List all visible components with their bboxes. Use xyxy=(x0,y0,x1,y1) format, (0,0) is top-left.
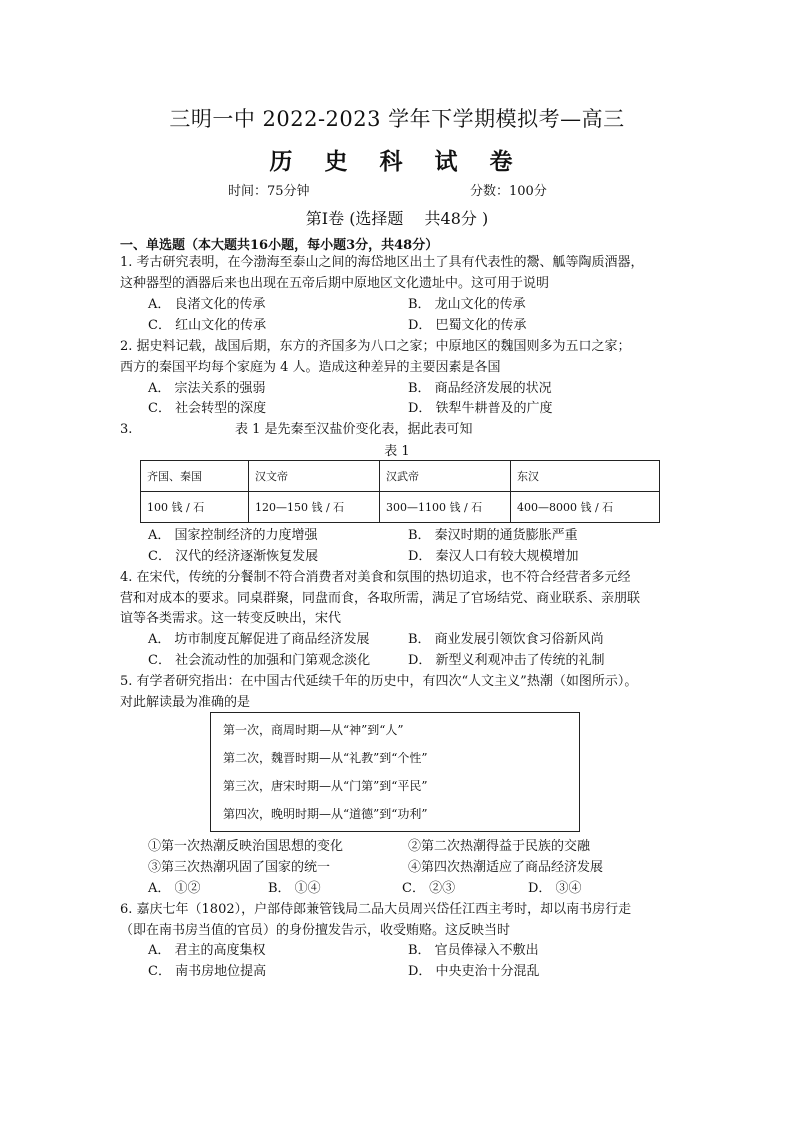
q5-statement-2: ②第二次热潮得益于民族的交融 xyxy=(408,839,591,854)
table-header-cell: 汉文帝 xyxy=(249,461,380,492)
quote-box xyxy=(210,712,580,832)
q2-stem-cont: 西方的秦国平均每个家庭为 4 人。造成这种差异的主要因素是各国 xyxy=(120,360,501,375)
q5-statement-4: ④第四次热潮适应了商品经济发展 xyxy=(408,860,604,875)
table-header-cell: 汉武帝 xyxy=(380,461,511,492)
q5-option-d: D． ③④ xyxy=(528,881,582,896)
q2-stem: 2. 据史料记载，战国后期，东方的齐国多为八口之家；中原地区的魏国则多为五口之家； xyxy=(120,339,631,354)
q5-stem-cont: 对此解读最为准确的是 xyxy=(120,695,251,710)
q3-number: 3. xyxy=(120,422,133,437)
q6-stem-cont: （即在南书房当值的官员）的身份擅发告示，收受贿赂。这反映当时 xyxy=(120,923,511,938)
q1-option-c: C． 红山文化的传承 xyxy=(148,318,267,333)
exam-time: 时间：75分钟 xyxy=(228,184,310,199)
q1-option-a: A． 良渚文化的传承 xyxy=(148,297,266,312)
q5-option-a: A． ①② xyxy=(148,881,201,896)
q5-statement-3: ③第三次热潮巩固了国家的统一 xyxy=(148,860,331,875)
q2-option-a: A． 宗法关系的强弱 xyxy=(148,381,266,396)
subject-title: 历 史 科 试 卷 xyxy=(269,148,525,175)
q2-option-c: C． 社会转型的深度 xyxy=(148,401,267,416)
salt-price-table xyxy=(140,460,660,523)
q4-option-d: D． 新型义利观冲击了传统的礼制 xyxy=(408,653,605,668)
quote-line: 第三次，唐宋时期—从“门第”到“平民” xyxy=(223,779,428,793)
q4-stem-cont: 营和对成本的要求。同桌群聚，同盘而食，各取所需，满足了官场结党、商业联系、亲朋联 xyxy=(120,591,641,606)
q6-option-c: C． 南书房地位提高 xyxy=(148,964,267,979)
q1-option-b: B． 龙山文化的传承 xyxy=(408,297,526,312)
exam-title: 三明一中 2022-2023 学年下学期模拟考—高三 xyxy=(169,107,625,131)
table-header-cell: 齐国、秦国 xyxy=(141,461,249,492)
table-caption: 表 1 xyxy=(384,444,410,459)
table-cell: 100 钱 / 石 xyxy=(141,492,249,523)
q4-option-a: A． 坊市制度瓦解促进了商品经济发展 xyxy=(148,632,370,647)
q3-option-c: C． 汉代的经济逐渐恢复发展 xyxy=(148,549,319,564)
part-heading: 一、单选题（本大题共16小题，每小题3分，共48分） xyxy=(120,238,439,253)
q5-option-b: B． ①④ xyxy=(268,881,321,896)
table-cell: 120—150 钱 / 石 xyxy=(249,492,380,523)
q5-statement-1: ①第一次热潮反映治国思想的变化 xyxy=(148,839,344,854)
q3-stem: 表 1 是先秦至汉盐价变化表，据此表可知 xyxy=(235,422,473,437)
q1-stem-cont: 这种器型的酒器后来也出现在五帝后期中原地区文化遗址中。这可用于说明 xyxy=(120,276,550,291)
q2-option-d: D． 铁犁牛耕普及的广度 xyxy=(408,401,553,416)
q3-option-b: B． 秦汉时期的通货膨胀严重 xyxy=(408,528,578,543)
q1-stem: 1. 考古研究表明，在今渤海至泰山之间的海岱地区出土了具有代表性的鬶、觚等陶质酒器， xyxy=(120,255,644,270)
q5-stem: 5. 有学者研究指出：在中国古代延续千年的历史中，有四次“人文主义”热潮（如图所示）。 xyxy=(120,674,638,689)
quote-line: 第一次，商周时期—从“神”到“人” xyxy=(223,723,404,737)
q5-option-c: C． ②③ xyxy=(402,881,456,896)
q4-option-b: B． 商业发展引领饮食习俗新风尚 xyxy=(408,632,604,647)
quote-line: 第四次，晚明时期—从“道德”到“功利” xyxy=(223,807,428,821)
q6-option-d: D． 中央吏治十分混乱 xyxy=(408,964,540,979)
q4-stem: 4. 在宋代，传统的分餐制不符合消费者对美食和氛围的热切追求，也不符合经营者多元经 xyxy=(120,570,631,585)
section-title: 第Ⅰ卷 (选择题 共48分 ) xyxy=(305,209,489,228)
q6-stem: 6. 嘉庆七年（1802），户部侍郎兼管钱局二品大员周兴岱任江西主考时，却以南书房行走 xyxy=(120,902,632,917)
q3-option-a: A． 国家控制经济的力度增强 xyxy=(148,528,318,543)
table-header-row xyxy=(141,461,660,492)
exam-score: 分数：100分 xyxy=(470,184,547,199)
q4-option-c: C． 社会流动性的加强和门第观念淡化 xyxy=(148,653,371,668)
table-cell: 300—1100 钱 / 石 xyxy=(380,492,511,523)
q1-option-d: D． 巴蜀文化的传承 xyxy=(408,318,527,333)
q6-option-a: A． 君主的高度集权 xyxy=(148,943,266,958)
q2-option-b: B． 商品经济发展的状况 xyxy=(408,381,552,396)
table-row xyxy=(141,492,660,523)
table-header-cell: 东汉 xyxy=(511,461,660,492)
quote-line: 第二次，魏晋时期—从“礼教”到“个性” xyxy=(223,751,428,765)
q3-option-d: D． 秦汉人口有较大规模增加 xyxy=(408,549,579,564)
q6-option-b: B． 官员俸禄入不敷出 xyxy=(408,943,539,958)
table-cell: 400—8000 钱 / 石 xyxy=(511,492,660,523)
q4-stem-cont: 谊等各类需求。这一转变反映出，宋代 xyxy=(120,611,342,626)
